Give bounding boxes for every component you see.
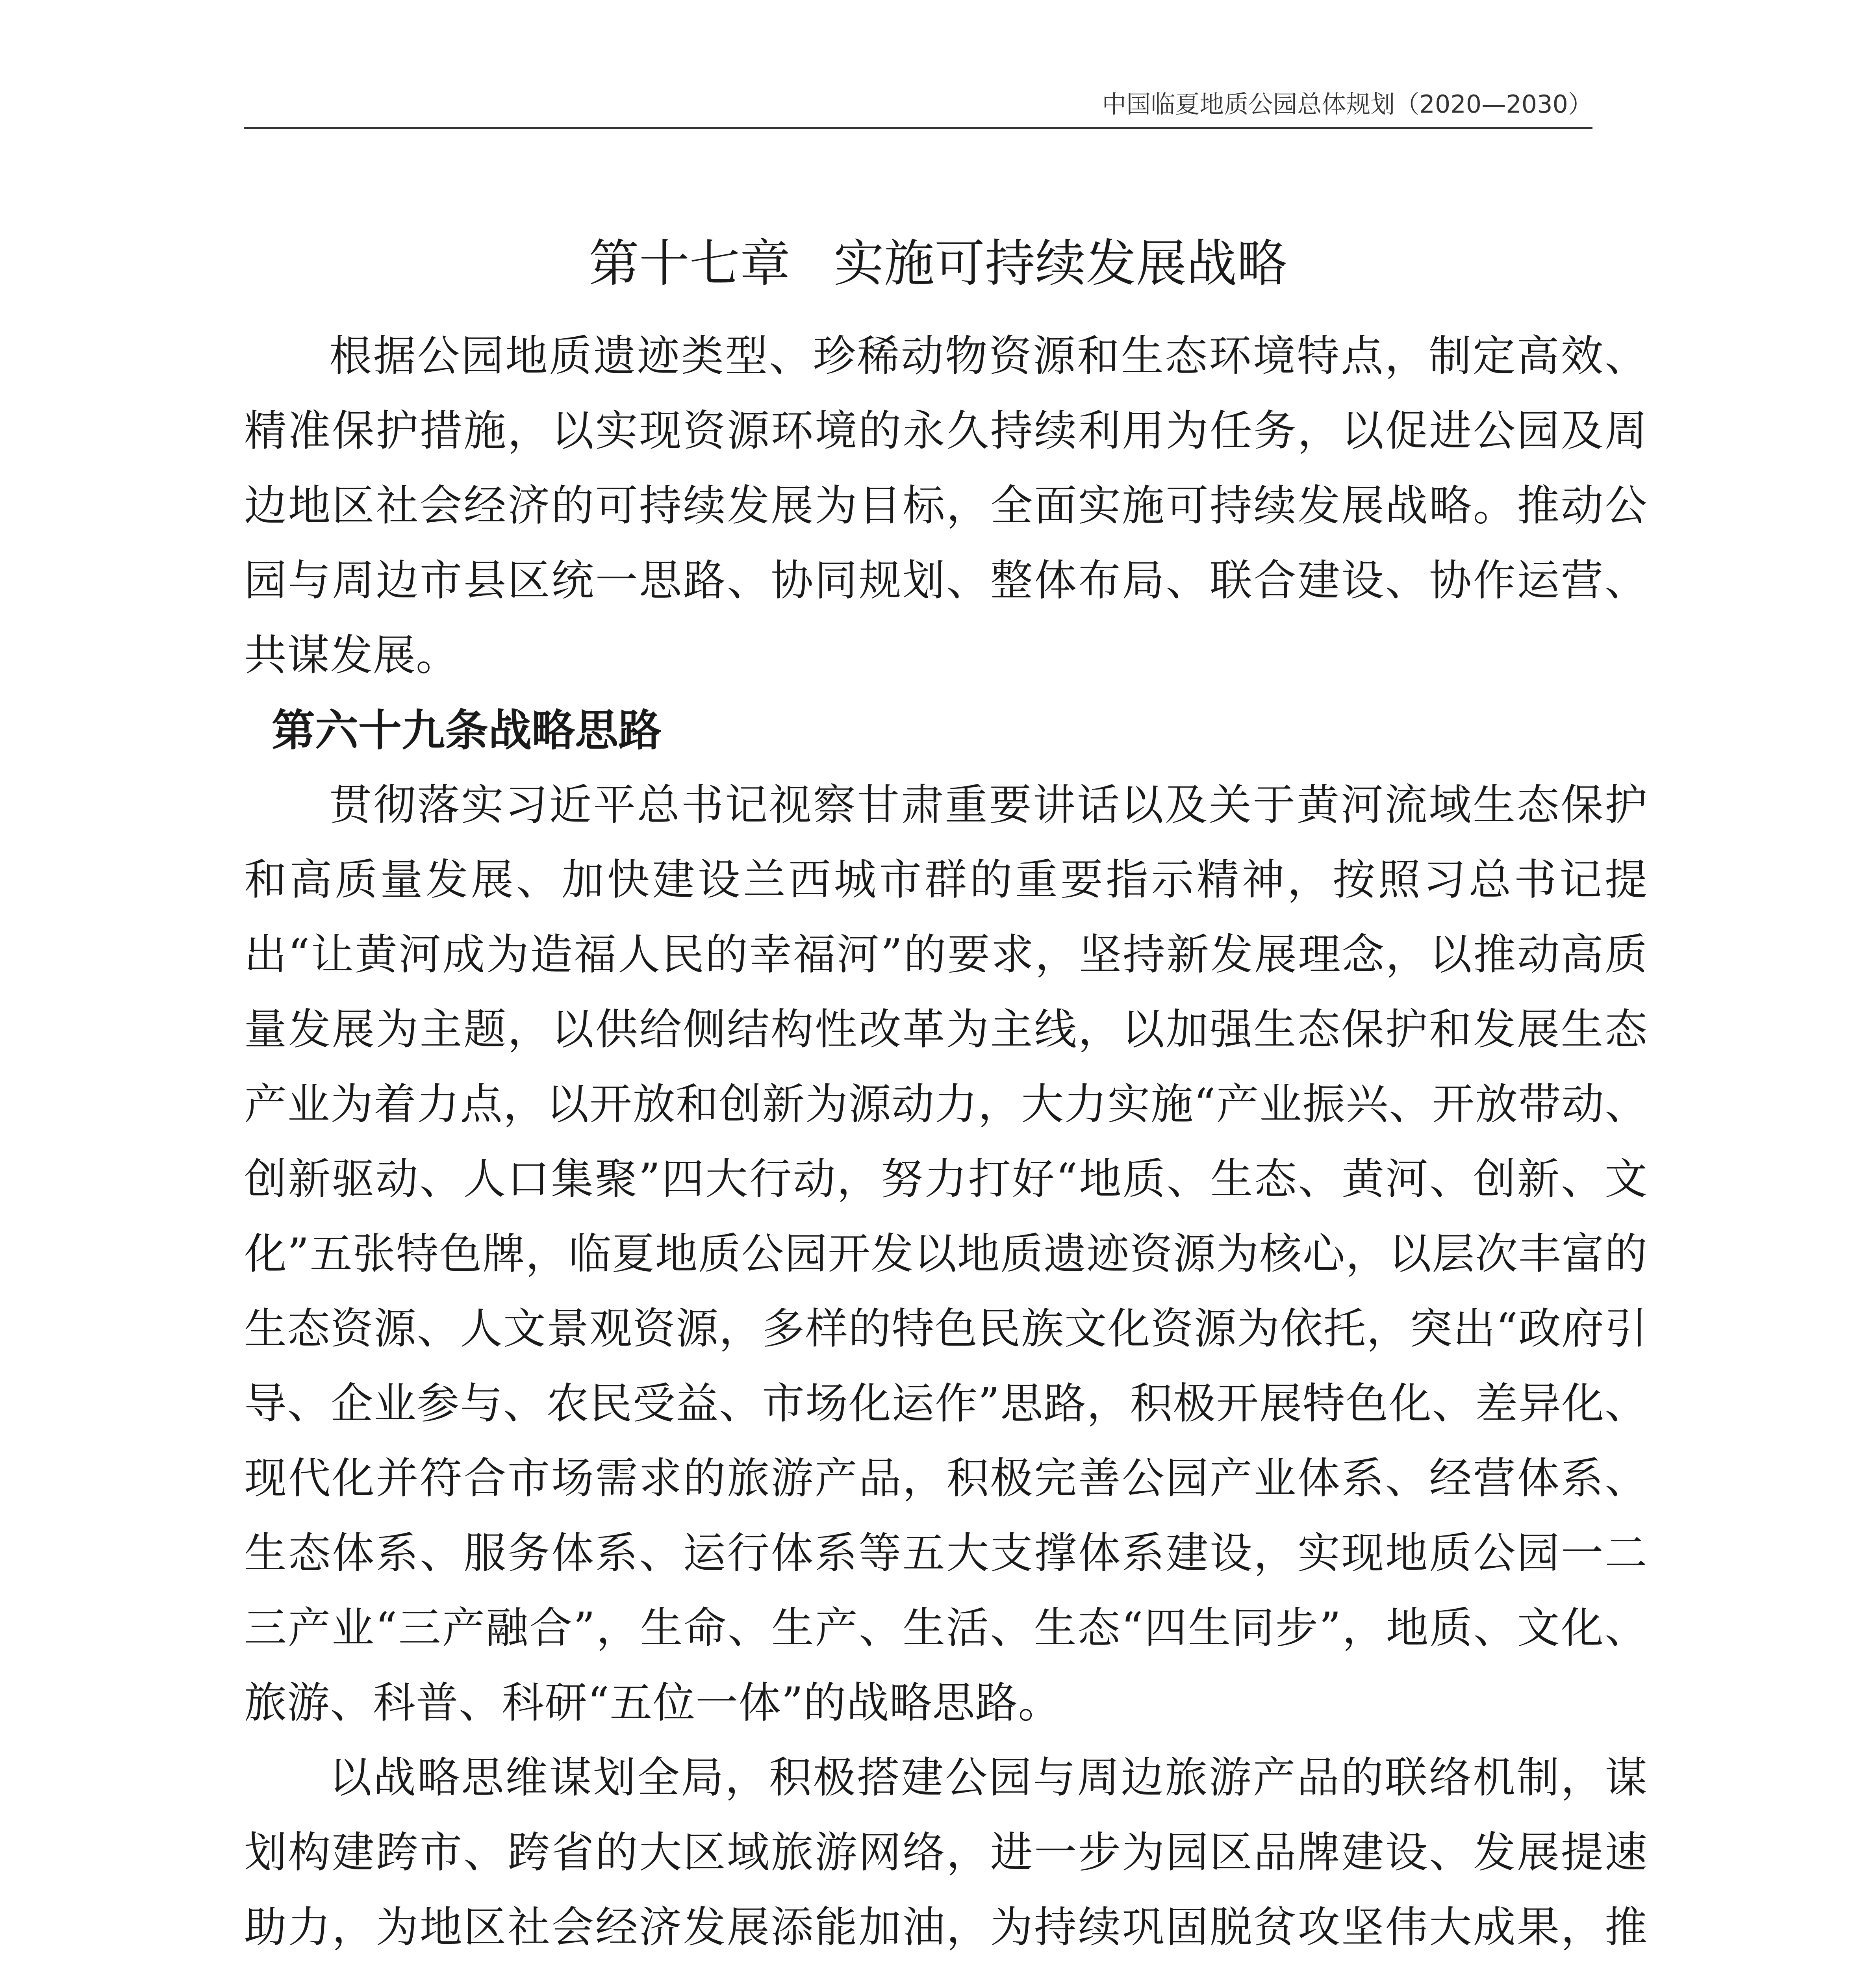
section-heading bbox=[244, 693, 1648, 768]
running-header: 中国临夏地质公园总体规划（2020—2030） bbox=[1102, 90, 1592, 119]
section-number: 第六十九条 bbox=[272, 705, 488, 756]
intro-paragraph: 根据公园地质遗迹类型、珍稀动物资源和生态环境特点，制定高效、精准保护措施，以实现资源环境的永久持续利用为任务，以促进公园及周边地区社会经济的可持续发展为目标，全面实施可持续发展战略。推动公园与周边市县区统一思路、协同规划、整体布局、联合建设、协作运营、共谋发展。 bbox=[244, 332, 1648, 680]
page-body bbox=[244, 319, 1648, 1969]
section-name: 战略思路 bbox=[488, 705, 662, 756]
chapter-name: 实施可持续发展战略 bbox=[834, 234, 1288, 293]
section-paragraph: 以战略思维谋划全局，积极搭建公园与周边旅游产品的联络机制，谋划构建跨市、跨省的大区域旅游网络，进一步为园区品牌建设、发展提速助力，为地区社会经济发展添能加油，为持续巩固脱贫攻坚伟大成果，推 bbox=[244, 1753, 1648, 1952]
header-divider bbox=[244, 127, 1592, 129]
chapter-title bbox=[0, 232, 1876, 295]
section-paragraph: 贯彻落实习近平总书记视察甘肃重要讲话以及关于黄河流域生态保护和高质量发展、加快建设兰西城市群的重要指示精神，按照习总书记提出“让黄河成为造福人民的幸福河”的要求，坚持新发展理念，以推动高质量发展为主题，以供给侧结构性改革为主线，以加强生态保护和发展生态产业为着力点，以开放和创新为源动力，大力实施“产业振兴、开放带动、创新驱动、人口集聚”四大行动，努力打好“地质、生态、黄河、创新、文化”五张特色牌，临夏地质公园开发以地质遗迹资源为核心，以层次丰富的生态资源、人文景观资源，多样的特色民族文化资源为依托，突出“政府引导、企业参与、农民受益、市场化运作”思路，积极开展特色化、差异化、现代化并符合市场需求的旅游产品，积极完善公园产业体系、经营体系、生态体系、服务体系、运行体系等五大支撑体系建设，实现地质公园一二三产业“三产融合”，生命、生产、生活、生态“四生同步”，地质、文化、旅游、科普、科研“五位一体”的战略思路。 bbox=[244, 781, 1648, 1728]
chapter-number: 第十七章 bbox=[588, 234, 790, 293]
